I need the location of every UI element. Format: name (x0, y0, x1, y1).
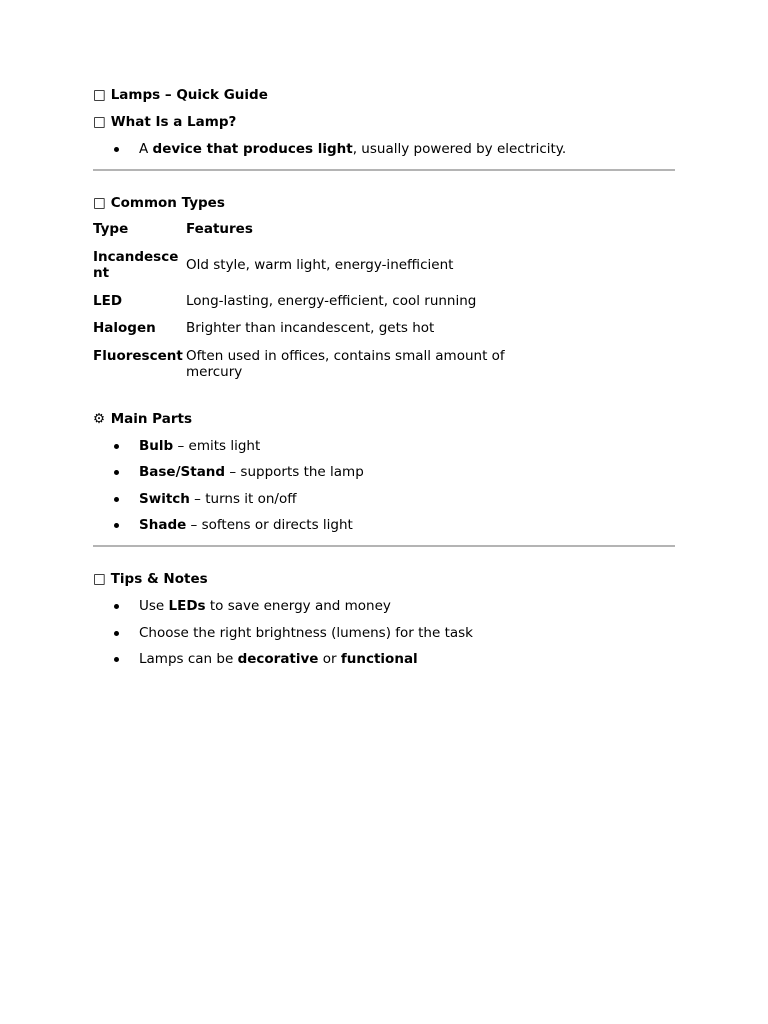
type-cell: LED (93, 292, 123, 309)
parts-heading-text: Main Parts (110, 410, 192, 427)
doc-title (93, 86, 675, 104)
what-is-list (93, 140, 675, 158)
parts-heading (93, 410, 675, 428)
section-divider (93, 169, 675, 171)
types-table (93, 221, 526, 392)
type-cell: Fluorescent (93, 347, 183, 364)
types-heading-text: Common Types (110, 195, 225, 211)
what-is-heading-text: What Is a Lamp? (110, 114, 237, 130)
list-item: Choose the right brightness (lumens) for the task (93, 624, 675, 642)
list-item: Switch – turns it on/off (93, 490, 675, 508)
tips-list (93, 597, 675, 668)
document-content (93, 86, 675, 668)
bullet-icon (114, 497, 119, 502)
list-item: Base/Stand – supports the lamp (93, 463, 675, 481)
table-row (93, 320, 526, 348)
list-item: A device that produces light, usually powered by electricity. (93, 140, 675, 158)
bullet-icon (114, 631, 119, 636)
type-cell: Incandescent (93, 248, 179, 281)
section-divider (93, 545, 675, 547)
bullet-icon (114, 444, 119, 449)
what-is-heading (93, 113, 675, 131)
bullet-icon (114, 470, 119, 475)
parts-list (93, 437, 675, 535)
features-cell: Long-lasting, energy-efficient, cool running (186, 292, 477, 309)
column-header-type: Type (93, 221, 129, 237)
type-cell: Halogen (93, 320, 156, 336)
table-row (93, 293, 526, 321)
list-icon: □ (93, 195, 106, 211)
lamp-icon: □ (93, 87, 106, 103)
types-heading (93, 194, 675, 212)
list-item: Lamps can be decorative or functional (93, 650, 675, 668)
bullet-icon (114, 523, 119, 528)
bullet-icon (114, 147, 119, 152)
bullet-icon (114, 604, 119, 609)
bullet-icon (114, 657, 119, 662)
features-cell: Brighter than incandescent, gets hot (186, 320, 435, 336)
question-icon: □ (93, 114, 106, 130)
column-header-features: Features (186, 221, 253, 237)
doc-title-text: Lamps – Quick Guide (110, 87, 268, 103)
tips-heading-text: Tips & Notes (110, 571, 208, 587)
note-icon: □ (93, 571, 106, 587)
features-cell: Old style, warm light, energy-inefficient (186, 256, 454, 273)
tips-heading (93, 570, 675, 588)
gear-icon: ⚙ (93, 410, 106, 427)
list-item: Shade – softens or directs light (93, 516, 675, 534)
list-item: Use LEDs to save energy and money (93, 597, 675, 615)
table-row (93, 249, 526, 293)
features-cell: Often used in offices, contains small amount of mercury (186, 347, 505, 380)
list-item: Bulb – emits light (93, 437, 675, 455)
table-row (93, 348, 526, 392)
table-header-row (93, 221, 526, 249)
